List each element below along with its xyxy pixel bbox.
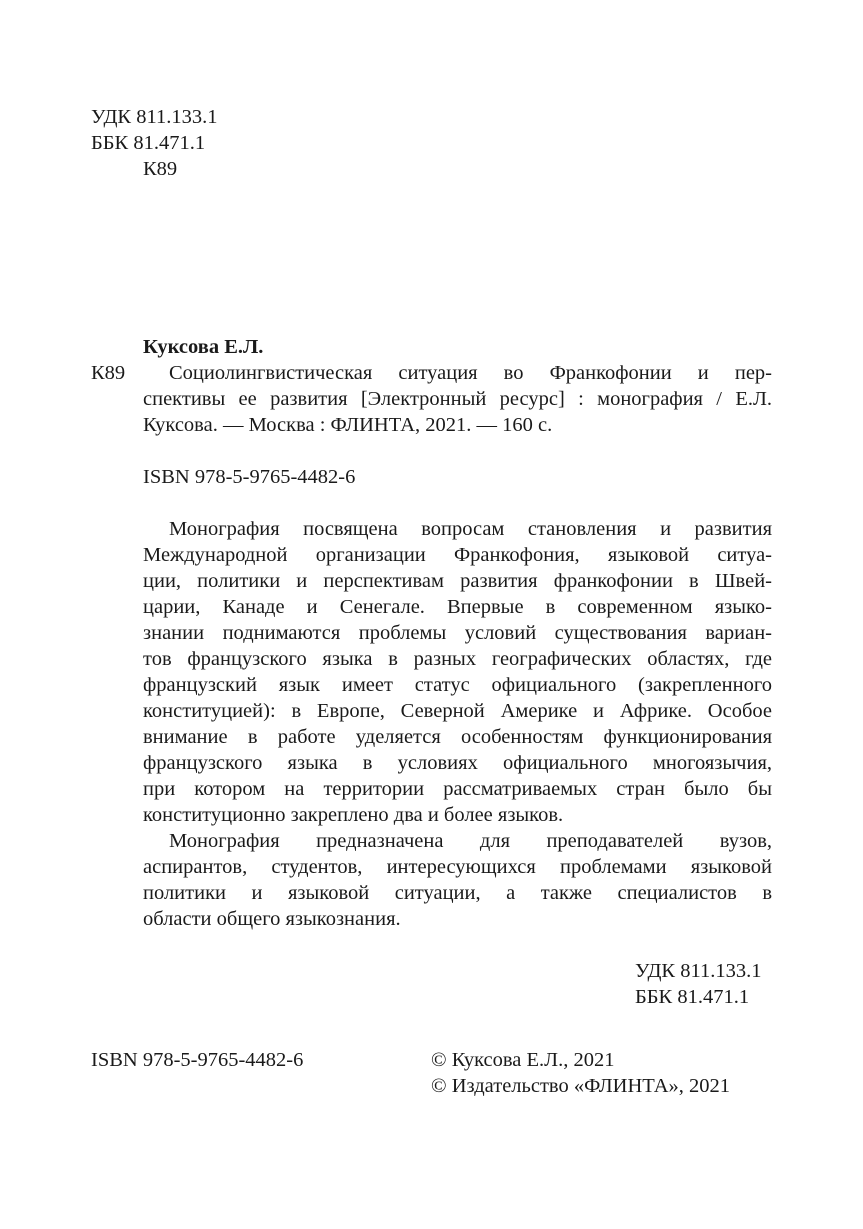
bib-line-1: Социолингвистическая ситуация во Франкофонии и пер- — [169, 362, 772, 384]
annotation-p1-line: тов французского языка в разных географических областях, где — [143, 648, 772, 670]
udk-code-top: УДК 811.133.1 — [91, 106, 218, 128]
annotation-p2-line: политики и языковой ситуации, а также специалистов в — [143, 882, 772, 904]
annotation-p1-line: знании поднимаются проблемы условий существования вариан- — [143, 622, 772, 644]
annotation-p1-line: Международной организации Франкофония, языковой ситуа- — [143, 544, 772, 566]
annotation-p1-line: конституционно закреплено два и более языков. — [143, 804, 564, 826]
udk-code-bottom: УДК 811.133.1 — [635, 960, 762, 982]
annotation-p2-line: области общего языкознания. — [143, 908, 401, 930]
annotation-p1-line: ции, политики и перспективам развития франкофонии в Швей- — [143, 570, 772, 592]
annotation-p1-line: французский язык имеет статус официального (закрепленного — [143, 674, 772, 696]
annotation-p2-line: аспирантов, студентов, интересующихся проблемами языковой — [143, 856, 772, 878]
copyright-author: © Куксова Е.Л., 2021 — [431, 1049, 615, 1071]
annotation-p2-line: Монография предназначена для преподавателей вузов, — [169, 830, 772, 852]
isbn-footer: ISBN 978-5-9765-4482-6 — [91, 1049, 304, 1071]
annotation-p1-line: конституцией): в Европе, Северной Америке и Африке. Особое — [143, 700, 772, 722]
author-sign-top: К89 — [143, 158, 178, 180]
copyright-publisher: © Издательство «ФЛИНТА», 2021 — [431, 1075, 731, 1097]
bbk-code-bottom: ББК 81.471.1 — [635, 986, 750, 1008]
author-name: Куксова Е.Л. — [143, 336, 264, 358]
bib-line-2: спективы ее развития [Электронный ресурс] : монография / Е.Л. — [143, 388, 772, 410]
bbk-code-top: ББК 81.471.1 — [91, 132, 206, 154]
isbn-entry: ISBN 978-5-9765-4482-6 — [143, 466, 356, 488]
annotation-p1-line: французского языка в условиях официального многоязычия, — [143, 752, 772, 774]
annotation-p1-line: внимание в работе уделяется особенностям функционирования — [143, 726, 772, 748]
annotation-p1-line: царии, Канаде и Сенегале. Впервые в современном языко- — [143, 596, 772, 618]
annotation-p1-line: при котором на территории рассматриваемых стран было бы — [143, 778, 772, 800]
annotation-p1-line: Монография посвящена вопросам становления и развития — [169, 518, 772, 540]
bib-line-3: Куксова. — Москва : ФЛИНТА, 2021. — 160 с. — [143, 414, 553, 436]
author-sign: К89 — [91, 362, 126, 384]
